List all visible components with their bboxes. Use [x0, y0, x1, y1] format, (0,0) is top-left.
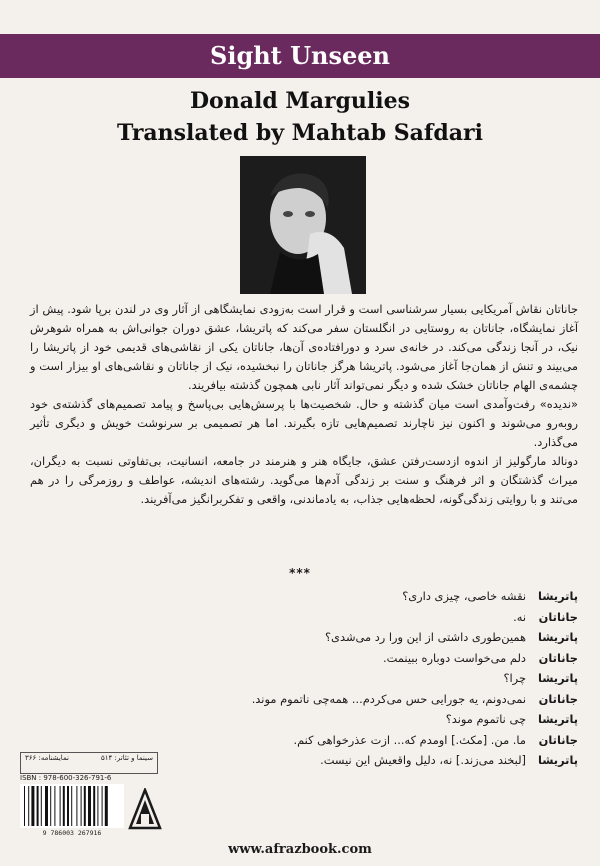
- speaker-name: پاتریشا: [537, 753, 578, 768]
- speaker-name: پاتریشا: [537, 712, 578, 727]
- dialogue-line: [180, 648, 578, 669]
- speech-text: دلم می‌خواست دوباره ببینمت.: [383, 650, 526, 665]
- dialogue-line: [180, 607, 578, 628]
- dialogue-line: [180, 689, 578, 710]
- speaker-name: پاتریشا: [537, 589, 578, 604]
- dialogue-excerpt: [180, 586, 578, 771]
- section-separator: ***: [289, 566, 311, 580]
- dialogue-line: [180, 668, 578, 689]
- dialogue-line: [180, 627, 578, 648]
- speech-text: چی ناتموم موند؟: [445, 712, 526, 727]
- author-portrait-icon: [240, 156, 366, 294]
- barcode-icon: [20, 784, 124, 828]
- speaker-name: پاتریشا: [537, 671, 578, 686]
- author-name: Donald Margulies: [189, 88, 411, 114]
- synopsis-paragraph: «ندیده» رفت‌وآمدی است میان گذشته و حال. شخصیت‌ها با پرسش‌هایی بی‌پاسخ و پیامد تصمیم‌های گذشته‌ی خود روبه‌رو می‌شوند و اکنون نیز ناچارند تصمیم‌هایی تازه بگیرند. اما هر تصمیمی بر سرنوشت خویش و دیگری تأثیر می‌گذارد.: [30, 397, 578, 449]
- speaker-name: جاناتان: [538, 650, 578, 665]
- category-number: سینما و تئاتر: ۵۱۴: [101, 754, 153, 762]
- speech-text: [لبخند می‌زند.] نه، دلیل واقعیش این نیست.: [320, 753, 526, 768]
- dialogue-line: [180, 586, 578, 607]
- speaker-name: جاناتان: [538, 691, 578, 706]
- dialogue-line: [180, 730, 578, 751]
- speech-text: نمی‌دونم، یه جورایی حس می‌کردم... همه‌چی ناتموم موند.: [251, 691, 526, 706]
- speech-text: نقشه خاصی، چیزی داری؟: [402, 589, 526, 604]
- speaker-name: پاتریشا: [537, 630, 578, 645]
- dialogue-line: [180, 750, 578, 771]
- translator-credit: Translated by Mahtab Safdari: [117, 120, 483, 146]
- speech-text: چرا؟: [503, 671, 526, 686]
- book-title: Sight Unseen: [210, 41, 390, 70]
- series-number: نمایشنامه: ۳۶۶: [25, 754, 69, 762]
- speech-text: نه.: [513, 609, 526, 624]
- speech-text: همین‌طوری داشتی از این ورا رد می‌شدی؟: [325, 630, 526, 645]
- speaker-name: جاناتان: [538, 732, 578, 747]
- isbn: ISBN : 978-600-326-791-6: [20, 774, 112, 782]
- publisher-website: www.afrazbook.com: [228, 842, 372, 857]
- speaker-name: جاناتان: [538, 609, 578, 624]
- synopsis-paragraph: دونالد مارگولیز از اندوه ازدست‌رفتن عشق، جایگاه هنر و هنرمند در جامعه، انسانیت، بی‌تفاوتی نسبت به دیگران، میراث گذشتگان و اثر فرهنگ و سنت بر زندگی آدم‌ها می‌گوید. رشته‌های اندیشه، عواطف و روزمرگی را در هم می‌تند و با روایتی زندگی‌گونه، لحظه‌هایی جذاب، به یادماندنی، واقعی و تفکربرانگیز می‌آفریند.: [30, 454, 578, 506]
- synopsis: [30, 300, 578, 509]
- publisher-logo-icon: [128, 788, 162, 830]
- synopsis-paragraph: جاناتان نقاش آمریکایی بسیار سرشناسی است و قرار است به‌زودی نمایشگاهی از آثار وی در لندن برپا شود. پیش از آغاز نمایشگاه، جاناتان به روستایی در انگلستان سفر می‌کند که پاتریشا، عشق دوران جوانی‌اش به همراه شوهرش نیک، در آنجا زندگی می‌کند. در خانه‌ی سرد و دورافتاده‌ی آن‌ها، جاناتان یکی از نقاشی‌های قدیمی خود از پاتریشا را می‌بیند و تنش از همان‌جا آغاز می‌شود. پاتریشا هرگز جاناتان را نبخشیده، نیک از جاناتان و نقاشی‌های او بیزار است و چشمه‌ی الهام جاناتان خشک شده و دیگر نمی‌تواند آثار نابی همچون گذشته بیافریند.: [30, 302, 578, 392]
- barcode-number: 9 786003 267916: [42, 829, 102, 837]
- catalog-info: [20, 752, 158, 774]
- speech-text: ما. من. [مکث.] اومدم که... ازت عذرخواهی کنم.: [293, 732, 526, 747]
- dialogue-line: [180, 709, 578, 730]
